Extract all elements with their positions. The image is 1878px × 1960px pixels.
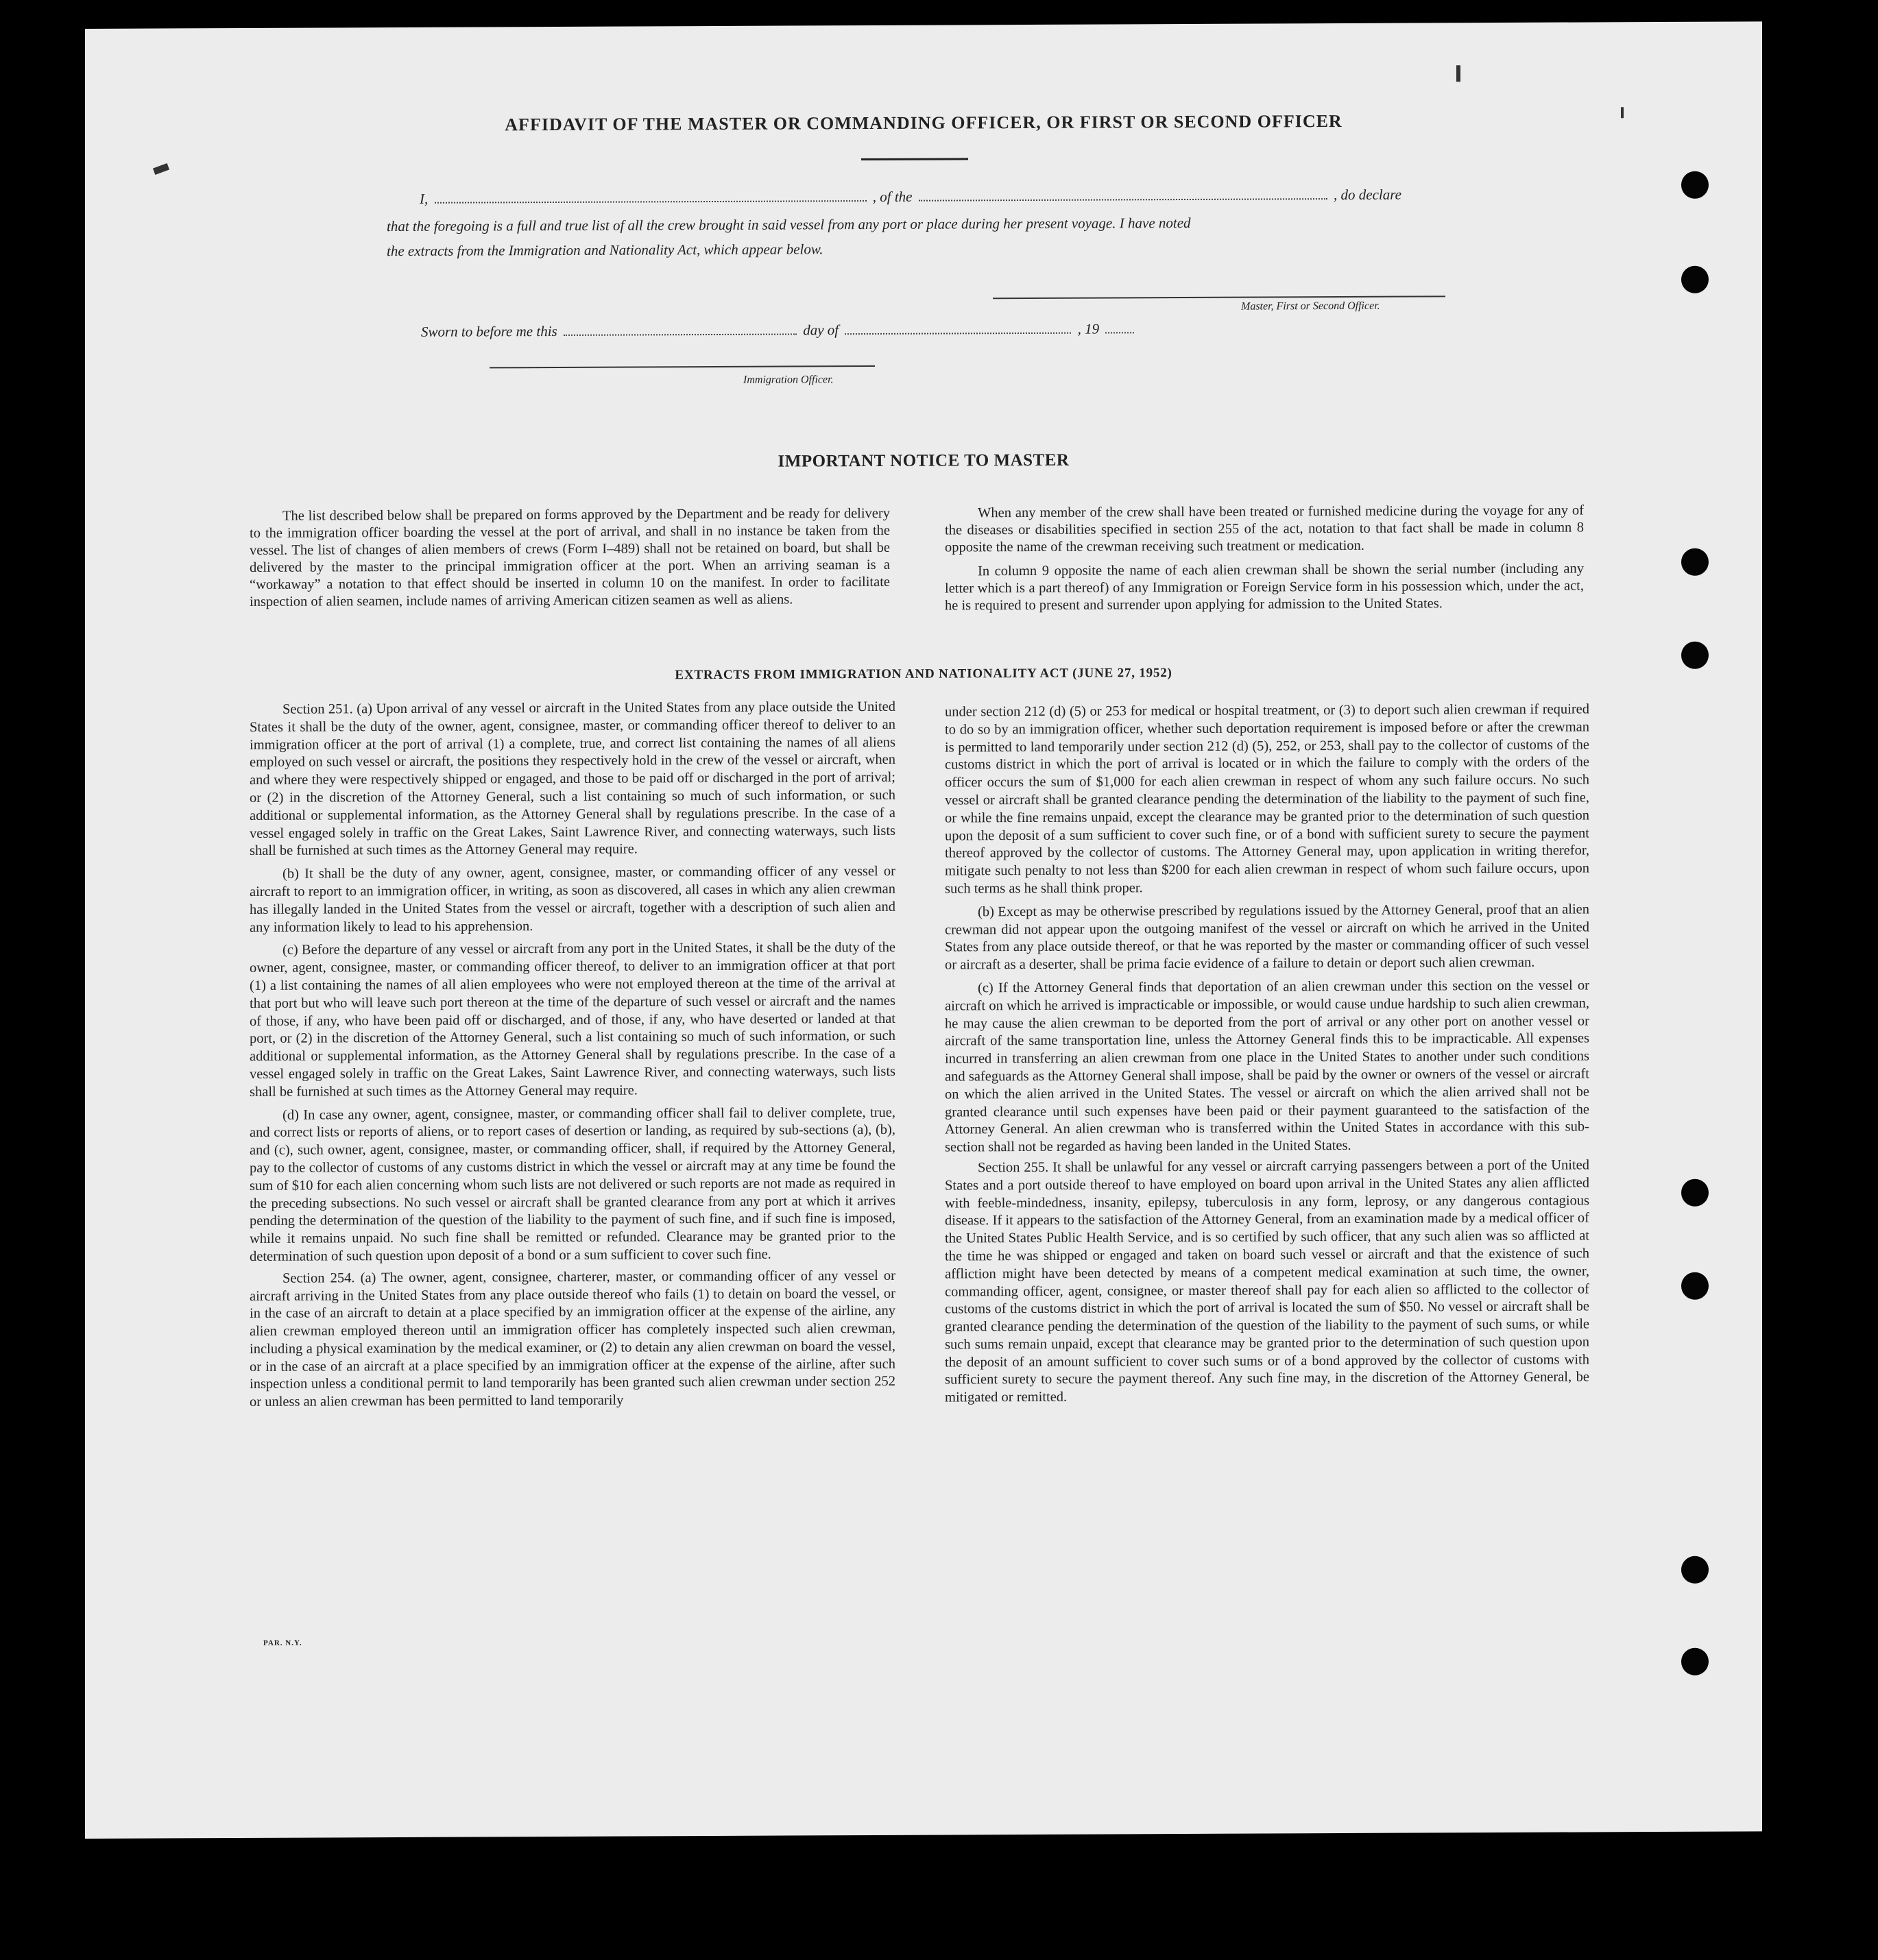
extract-section-251-a: Section 251. (a) Upon arrival of any vessel or aircraft in the United States from any place outside the United States it shall be the duty of the owner, agent, consignee, master, or commanding officer thereof to deliver to an immigration officer at the port of arrival (1) a complete, true, and correct list containing the names of all aliens employed on such vessel or aircraft, the positions they respectively hold in the crew of the vessel or aircraft, when and where they were respectively shipped or engaged, and those to be paid off or discharged in the port of arrival; or (2) in the discretion of the Attorney General, such a list containing so much of such information, or such additional or supplemental information, as the Attorney General shall by regulations prescribe. In the case of a vessel engaged solely in traffic on the Great Lakes, Saint Lawrence River, and connecting waterways, such lists shall be furnished at such times as the Attorney General may require. — [250, 699, 895, 859]
immigration-officer-caption: Immigration Officer. — [743, 374, 834, 386]
sworn-line — [421, 320, 1137, 341]
punch-hole-6 — [1681, 1272, 1709, 1300]
sworn-prefix: Sworn to before me this — [421, 322, 557, 340]
extract-section-254-b: (b) Except as may be otherwise prescribed by regulations issued by the Attorney General, proof that an alien crewman did not appear upon the outgoing manifest of the vessel or aircraft on which he arrived in the United States from any place outside thereof, or that he was reported by the master or commanding officer of such vessel or aircraft as a deserter, shall be prima facie evidence of a failure to detain or deport such alien crewman. — [945, 902, 1589, 973]
sworn-year-blank[interactable] — [1105, 331, 1134, 333]
extract-section-251-d: (d) In case any owner, agent, consignee, master, or commanding officer shall fail to deliver complete, true, and correct lists or reports of aliens, or to report cases of desertion or landing, as required by sub-sections (a), (b), and (c), such owner, agent, consignee, master, or commanding officer, shall, if required by the Attorney General, pay to the collector of customs of any customs district in which the vessel or aircraft may at any time be found the sum of $10 for each alien concerning whom such lists are not delivered or such reports are not made as required in the preceding subsections. No such vessel or aircraft shall be granted clearance from any port at which it arrives pending the determination of the question of the liability to the payment of such fine, and if such fine is imposed, while it remains unpaid. No such fine shall be remitted or refunded. Clearance may be granted prior to the determination of such question upon deposit of a bond or a sum sufficient to cover such fine. — [250, 1104, 895, 1264]
declaration-text-2: that the foregoing is a full and true list of all the crew brought in said vessel from any port or place during her present voyage. I have noted — [387, 214, 1191, 235]
notice-left-column — [250, 505, 890, 611]
affidavit-title: AFFIDAVIT OF THE MASTER OR COMMANDING OFFICER, OR FIRST OR SECOND OFFICER — [505, 110, 1343, 135]
extract-section-254-a-cont: under section 212 (d) (5) or 253 for medical or hospital treatment, or (3) to deport such alien crewman if required to do so by an immigration officer, whether such deportation requirement is imposed before or after the crewman is permitted to land temporarily under section 212 (d) (5), 252, or 253, shall pay to the collector of customs of the customs district in which the port of arrival is located or in which the failure to comply with the orders of the officer occurs the sum of $1,000 for each alien crewman in respect of whom any such failure occurs. No such vessel or aircraft shall be granted clearance pending the determination of the liability to the payment of such fine, or while the fine remains unpaid, except the clearance may be granted prior to the determination of such question upon the deposit of a sum sufficient to cover such fine, or of a bond with sufficient surety to secure the payment thereof approved by the collector of customs. The Attorney General may, upon application in writing therefor, mitigate such penalty to not less than $200 for each alien crewman in respect of whom such failure occurs, upon such terms as he shall think proper. — [945, 701, 1589, 897]
declaration-of-the: , of the — [872, 188, 913, 205]
punch-hole-2 — [1681, 266, 1709, 293]
extract-section-254-a: Section 254. (a) The owner, agent, consignee, charterer, master, or commanding officer of any vessel or aircraft arriving in the United States from any place outside thereof who fails (1) to detain on board the vessel, or in the case of an aircraft to detain at a place specified by an immigration officer at the expense of the airline, any alien crewman employed thereon until an immigration officer has completely inspected such alien crewman, including a physical examination by the medical examiner, or (2) to detain any alien crewman on board the vessel, or in the case of an aircraft at a place specified by an immigration officer at the expense of the airline, after such inspection unless a conditional permit to land temporarily has been granted such alien crewman under section 252 or unless an alien crewman has been permitted to land temporarily — [250, 1268, 895, 1410]
notice-right-paragraph-1: When any member of the crew shall have been treated or furnished medicine during the voyage for any of the diseases or disabilities specified in section 255 of the act, notation to that fact shall be made in column 8 opposite the name of the crewman receiving such treatment or medication. — [945, 503, 1584, 555]
document-page — [85, 21, 1762, 1839]
punch-hole-1 — [1681, 171, 1709, 199]
vessel-blank[interactable] — [919, 197, 1327, 202]
notice-title: IMPORTANT NOTICE TO MASTER — [778, 450, 1070, 471]
notice-left-paragraph: The list described below shall be prepared on forms approved by the Department and be ready for delivery to the immigration officer boarding the vessel at the port of arrival, and shall in no instance be taken from the vessel. The list of changes of alien members of crews (Form I–489) shall not be retained on board, but shall be delivered by the master to the principal immigration officer at the port. When an arriving seaman is a “workaway” a notation to that effect should be inserted in column 10 on the manifest. In order to facilitate inspection of alien seamen, include names of arriving American citizen seamen as well as aliens. — [250, 505, 890, 609]
declaration-do-declare: , do declare — [1334, 186, 1401, 204]
sworn-month-blank[interactable] — [845, 332, 1071, 335]
sworn-year: , 19 — [1077, 320, 1100, 337]
extract-section-255: Section 255. It shall be unlawful for any vessel or aircraft carrying passengers between a port of the United States and a port outside thereof to have employed on board upon arrival in the United States any alien afflicted with feeble-mindedness, insanity, epilepsy, tuberculosis in any form, leprosy, or any dangerous contagious disease. If it appears to the satisfaction of the Attorney General, from an examination made by a medical officer of the United States Public Health Service, and is so certified by such officer, that any such alien was so afflicted at the time he was shipped or engaged and taken on board such vessel or aircraft and that the existence of such affliction might have been detected by means of a competent medical examination at such time, the owner, commanding officer, agent, consignee, or master thereof shall pay for each alien so afflicted to the collector of customs of the customs district in which the port of arrival is located the sum of $50. No vessel or aircraft shall be granted clearance pending the determination of the question of the liability to the payment of such sums, or while such sums remain unpaid, except that clearance may be granted prior to the determination of such question upon the deposit of an amount sufficient to cover such sums or of a bond approved by the collector of customs with sufficient surety to secure the payment thereof. Any such fine may, in the discretion of the Attorney General, be mitigated or remitted. — [945, 1157, 1589, 1405]
punch-hole-7 — [1681, 1556, 1709, 1584]
ink-speck — [153, 163, 169, 175]
extract-section-251-b: (b) It shall be the duty of any owner, agent, consignee, master, or commanding officer of any vessel or aircraft to report to an immigration officer, in writing, as soon as discovered, all cases in which any alien crewman has illegally landed in the United States from the vessel or aircraft, together with a description of such alien and any information likely to lead to his apprehension. — [250, 864, 895, 935]
extracts-right-column — [945, 701, 1589, 1407]
declaration-line — [420, 186, 1401, 208]
punch-hole-3 — [1681, 548, 1709, 576]
printer-mark: PAR. N.Y. — [263, 1638, 302, 1647]
extract-section-251-c: (c) Before the departure of any vessel or aircraft from any port in the United States, it shall be the duty of the owner, agent, consignee, master, or commanding officer thereof, to deliver to an immigration officer at that port (1) a list containing the names of all alien employees who were not employed thereon at the time of the arrival at that port but who will leave such port thereon at the time of the departure of such vessel or aircraft and the names of those, if any, who have been paid off or discharged, and of those, if any, who have deserted or landed at that port, or (2) in the discretion of the Attorney General, such a list containing so much of such information, or such additional or supplemental information, as the Attorney General shall by regulations prescribe. In the case of a vessel engaged solely in traffic on the Great Lakes, Saint Lawrence River, and connecting waterways, such lists shall be furnished at such times as the Attorney General may require. — [250, 940, 895, 1100]
declaration-i: I, — [420, 190, 429, 207]
sworn-day-of: day of — [803, 322, 839, 339]
ink-speck — [1456, 65, 1460, 82]
notice-right-paragraph-2: In column 9 opposite the name of each alien crewman shall be shown the serial number (including any letter which is a part thereof) of any Immigration or Foreign Service form in his possession which, under the act, he is required to present and surrender upon applying for admission to the United States. — [945, 561, 1584, 614]
name-blank[interactable] — [435, 199, 867, 204]
declaration-text-3: the extracts from the Immigration and Nationality Act, which appear below. — [387, 241, 823, 260]
title-divider — [861, 158, 968, 160]
punch-hole-5 — [1681, 1179, 1709, 1207]
extract-section-254-c: (c) If the Attorney General finds that deportation of an alien crewman under this section on the vessel or aircraft on which he arrived is impracticable or impossible, or would cause undue hardship to such alien crewman, he may cause the alien crewman to be deported from the port of arrival or any other port on another vessel or aircraft of the same transportation line, unless the Attorney General finds this to be impracticable. All expenses incurred in transferring an alien crewman from one place in the United States to another under such conditions and safeguards as the Attorney General shall impose, shall be paid by the owner or owners of the vessel or aircraft on which the alien arrived in the United States. The vessel or aircraft on which the alien arrived shall not be granted clearance until such expenses have been paid or their payment guaranteed to the satisfaction of the Attorney General. An alien crewman who is transferred within the United States in accordance with this sub-section shall not be regarded as having been landed in the United States. — [945, 978, 1589, 1155]
master-signature-line[interactable] — [993, 295, 1445, 299]
immigration-officer-signature-line[interactable] — [490, 365, 875, 368]
notice-right-column — [945, 502, 1584, 614]
punch-hole-8 — [1681, 1648, 1709, 1675]
master-signature-caption: Master, First or Second Officer. — [1241, 300, 1380, 313]
extracts-left-column — [250, 699, 895, 1412]
extracts-title: EXTRACTS FROM IMMIGRATION AND NATIONALITY ACT (JUNE 27, 1952) — [675, 666, 1172, 683]
sworn-day-blank[interactable] — [564, 332, 797, 335]
